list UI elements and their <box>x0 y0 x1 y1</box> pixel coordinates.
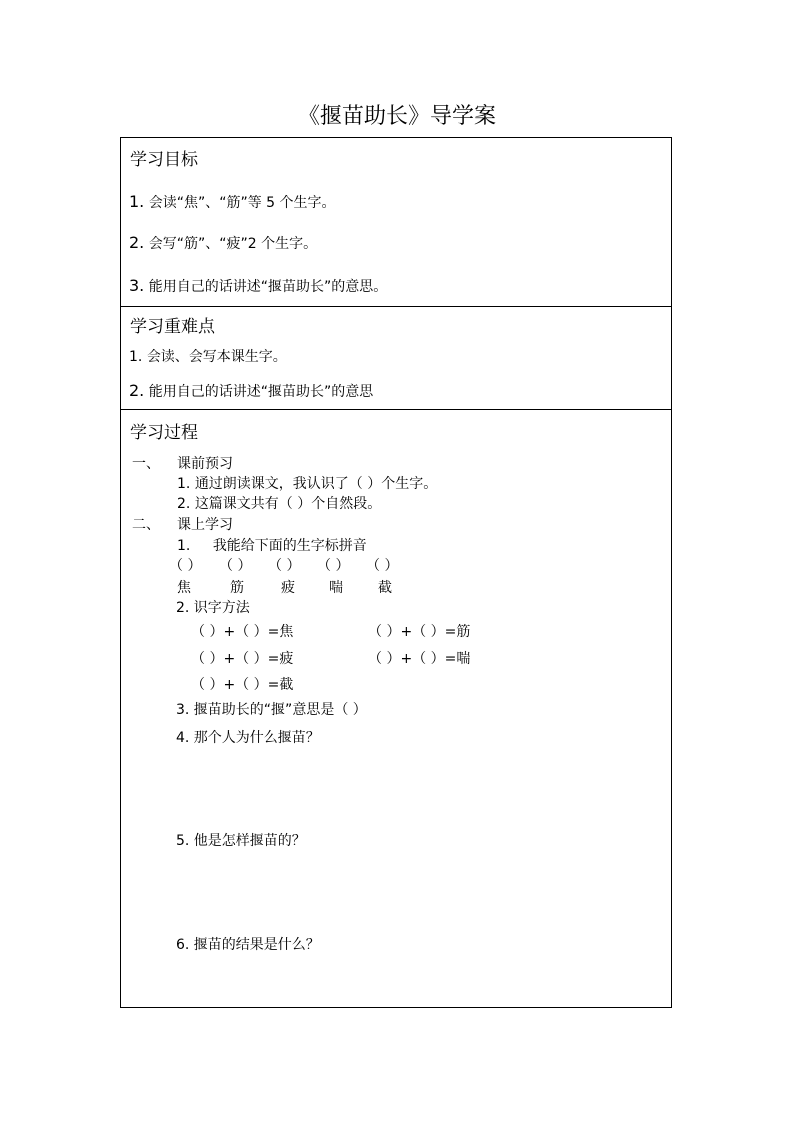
key-point-number: 1. <box>129 349 143 365</box>
objective-number: 2. <box>129 233 145 252</box>
preview-item-number: 1. <box>177 476 191 492</box>
question-3: 3. 揠苗助长的“揠”意思是（ ） <box>176 702 367 718</box>
pinyin-blank[interactable]: （ ） <box>169 558 202 574</box>
pinyin-blank[interactable]: （ ） <box>219 558 252 574</box>
question-2: 2. 识字方法 <box>176 600 250 616</box>
objective-item-3 <box>129 277 387 296</box>
preview-item-text: 通过朗读课文，我认识了（ ）个生字。 <box>194 476 438 492</box>
section-heading-process: 学习过程 <box>130 423 198 443</box>
part-marker-1: 一、 <box>132 456 160 472</box>
key-point-text: 能用自己的话讲述“揠苗助长”的意思 <box>148 384 374 400</box>
section-heading-key-points: 学习重难点 <box>130 317 215 337</box>
composition-equation[interactable]: （ ）+（ ）=截 <box>191 677 294 693</box>
study-character: 疲 <box>281 580 295 596</box>
objective-text: 会写“筋”、“疲”2 个生字。 <box>148 236 318 252</box>
preview-item-2 <box>177 495 381 513</box>
question-text: 我能给下面的生字标拼音 <box>212 538 367 554</box>
objective-number: 1. <box>129 192 145 211</box>
pinyin-blank[interactable]: （ ） <box>268 558 301 574</box>
document-title: 《揠苗助长》导学案 <box>297 104 496 129</box>
section-heading-objectives: 学习目标 <box>130 150 198 170</box>
composition-equation[interactable]: （ ）+（ ）=疲 <box>191 651 294 667</box>
composition-equation[interactable]: （ ）+（ ）=筋 <box>368 624 471 640</box>
key-point-text: 会读、会写本课生字。 <box>146 349 287 365</box>
question-number: 1. <box>177 538 191 554</box>
pinyin-blank[interactable]: （ ） <box>317 558 350 574</box>
question-5: 5. 他是怎样揠苗的？ <box>176 833 306 849</box>
study-character: 截 <box>378 580 392 596</box>
question-6: 6. 揠苗的结果是什么？ <box>176 937 320 953</box>
part-title-preview: 课前预习 <box>177 456 233 472</box>
pinyin-blank[interactable]: （ ） <box>366 558 399 574</box>
composition-equation[interactable]: （ ）+（ ）=喘 <box>368 651 471 667</box>
preview-item-text: 这篇课文共有（ ）个自然段。 <box>194 496 382 512</box>
preview-item-1 <box>177 475 437 493</box>
objective-number: 3. <box>129 276 145 295</box>
objective-item-1 <box>129 193 336 212</box>
composition-equation[interactable]: （ ）+（ ）=焦 <box>191 624 294 640</box>
study-character: 喘 <box>329 580 343 596</box>
part-marker-2: 二、 <box>132 517 160 533</box>
part-title-class-study: 课上学习 <box>177 517 233 533</box>
worksheet-table <box>120 137 672 1008</box>
key-point-item-2 <box>129 382 373 401</box>
objective-text: 会读“焦”、“筋”等 5 个生字。 <box>148 195 336 211</box>
key-point-number: 2. <box>129 381 145 400</box>
section-divider <box>121 409 671 410</box>
key-point-item-1 <box>129 348 287 366</box>
objective-item-2 <box>129 234 317 253</box>
question-1 <box>177 537 367 555</box>
question-4: 4. 那个人为什么揠苗？ <box>176 730 320 746</box>
preview-item-number: 2. <box>177 496 191 512</box>
objective-text: 能用自己的话讲述“揠苗助长”的意思。 <box>148 279 388 295</box>
section-divider <box>121 306 671 307</box>
study-character: 焦 <box>177 580 191 596</box>
study-character: 筋 <box>230 580 244 596</box>
